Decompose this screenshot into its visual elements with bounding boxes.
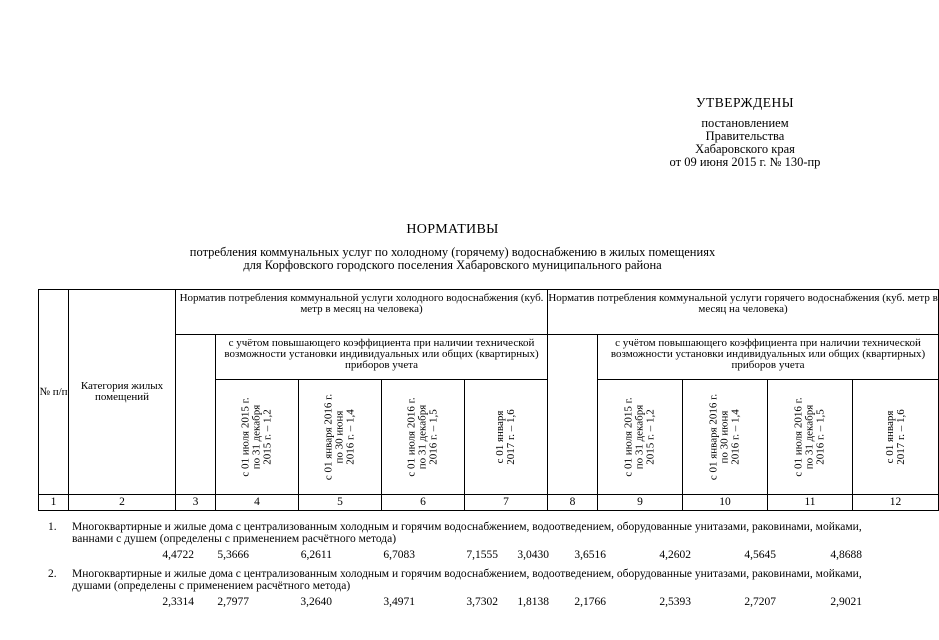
value-cell: 7,1555 <box>466 549 498 561</box>
approval-line: постановлением <box>701 116 789 130</box>
value-cell: 6,7083 <box>383 549 415 561</box>
value-cell: 4,8688 <box>830 549 862 561</box>
value-cell: 2,1766 <box>574 596 606 608</box>
header-cold: Норматив потребления коммунальной услуги холодного водоснабжения (куб. метр в месяц на человека) <box>176 290 548 335</box>
row-number: 2. <box>48 568 57 580</box>
approval-line: Хабаровского края <box>695 142 795 156</box>
value-cell: 3,0430 <box>517 549 549 561</box>
approval-line: Правительства <box>705 129 785 143</box>
period-cell <box>382 380 465 495</box>
period-label: с 01 января 2016 г. по 30 июня 2016 г. – 1,4 <box>707 393 742 481</box>
header-category: Категория жилых помещений <box>69 290 176 495</box>
value-cell: 2,9021 <box>830 596 862 608</box>
column-number: 2 <box>69 495 176 511</box>
header-num: № п/п <box>39 290 69 495</box>
period-cell <box>299 380 382 495</box>
approval-block <box>620 96 870 169</box>
row-values <box>0 596 905 609</box>
subtitle-line: потребления коммунальных услуг по холодному (горячему) водоснабжению в жилых помещениях <box>189 245 716 259</box>
column-number: 8 <box>548 495 598 511</box>
column-number: 4 <box>216 495 299 511</box>
column-number: 11 <box>768 495 853 511</box>
value-cell: 4,2602 <box>659 549 691 561</box>
value-cell: 2,3314 <box>162 596 194 608</box>
norms-table <box>38 289 939 511</box>
column-number: 12 <box>853 495 939 511</box>
period-cell <box>465 380 548 495</box>
period-label: с 01 июля 2015 г. по 31 декабря 2015 г. – 1,2 <box>239 397 274 477</box>
period-cell <box>683 380 768 495</box>
column-number: 5 <box>299 495 382 511</box>
period-cell <box>598 380 683 495</box>
period-label: с 01 января 2017 г. – 1,6 <box>494 409 517 465</box>
period-label: с 01 июля 2015 г. по 31 декабря 2015 г. – 1,2 <box>622 397 657 477</box>
approval-date: от 09 июня 2015 г. № 130-пр <box>669 155 821 169</box>
column-number: 7 <box>465 495 548 511</box>
value-cell: 3,4971 <box>383 596 415 608</box>
value-cell: 6,2611 <box>300 549 332 561</box>
value-cell: 4,4722 <box>162 549 194 561</box>
header-hot-coef: с учётом повышающего коэффициента при наличии технической возможности установки индивидуальных или общих (квартирных) приборов учета <box>598 335 939 380</box>
value-cell: 2,5393 <box>659 596 691 608</box>
subtitle-line: для Корфовского городского поселения Хабаровского муниципального района <box>243 258 662 272</box>
document-title: НОРМАТИВЫ <box>406 222 499 237</box>
header-cold-coef: с учётом повышающего коэффициента при наличии технической возможности установки индивидуальных или общих (квартирных) приборов учета <box>216 335 548 380</box>
header-hot-base <box>548 335 598 495</box>
document-subtitle <box>0 246 905 272</box>
period-label: с 01 января 2016 г. по 30 июня 2016 г. – 1,4 <box>322 393 357 481</box>
period-cell <box>853 380 939 495</box>
value-cell: 3,7302 <box>466 596 498 608</box>
value-cell: 3,6516 <box>574 549 606 561</box>
period-label: с 01 июля 2016 г. по 31 декабря 2016 г. – 1,5 <box>792 397 827 477</box>
value-cell: 2,7977 <box>217 596 249 608</box>
value-cell: 2,7207 <box>744 596 776 608</box>
column-number: 10 <box>683 495 768 511</box>
row-values <box>0 549 905 562</box>
row-number: 1. <box>48 521 57 533</box>
column-number: 6 <box>382 495 465 511</box>
value-cell: 5,3666 <box>217 549 249 561</box>
value-cell: 4,5645 <box>744 549 776 561</box>
column-number: 9 <box>598 495 683 511</box>
period-cell <box>216 380 299 495</box>
row-description: Многоквартирные и жилые дома с централизованным холодным и горячим водоснабжением, водоотведением, оборудованные унитазами, раковинами, мойками, душами (определены с применением расчётного метода) <box>72 568 862 592</box>
value-cell: 3,2640 <box>300 596 332 608</box>
value-cell: 1,8138 <box>517 596 549 608</box>
period-label: с 01 июля 2016 г. по 31 декабря 2016 г. – 1,5 <box>405 397 440 477</box>
column-number: 3 <box>176 495 216 511</box>
period-cell <box>768 380 853 495</box>
period-label: с 01 января 2017 г. – 1,6 <box>883 409 907 465</box>
column-number: 1 <box>39 495 69 511</box>
header-cold-base <box>176 335 216 495</box>
row-description: Многоквартирные и жилые дома с централизованным холодным и горячим водоснабжением, водоотведением, оборудованные унитазами, раковинами, мойками, ваннами с душем (определены с применением расчётного метода) <box>72 521 862 545</box>
approval-heading: УТВЕРЖДЕНЫ <box>695 95 795 110</box>
header-hot: Норматив потребления коммунальной услуги горячего водоснабжения (куб. метр в месяц на человека) <box>548 290 939 335</box>
